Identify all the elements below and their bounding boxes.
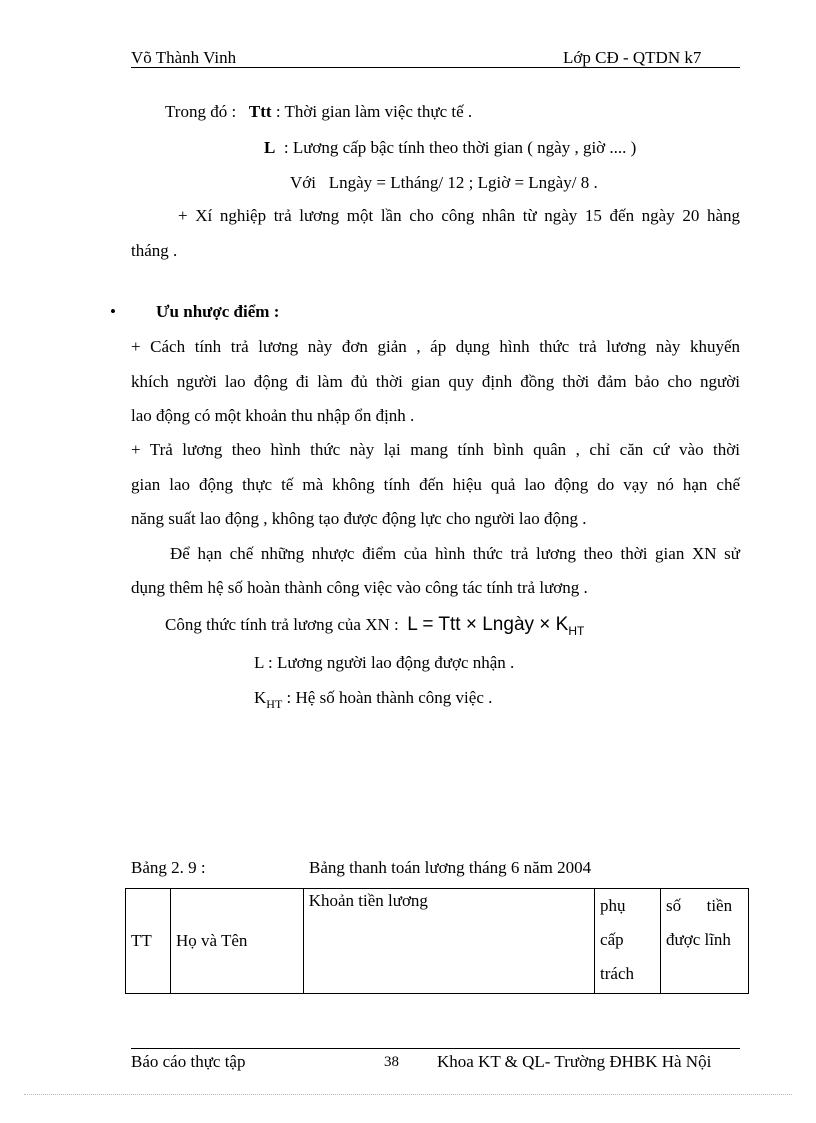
col-name: Họ và Tên <box>170 889 303 994</box>
footer-rule <box>131 1048 740 1049</box>
page-number: 38 <box>384 1054 399 1070</box>
formula-expression: L = Ttt × Lngày × $K_{HT}$ <box>407 614 585 638</box>
formula-def-l: L : Lương người lao động được nhận . <box>254 653 515 672</box>
page-edge-line <box>24 1094 792 1095</box>
definition-with: Với Lngày = Ltháng/ 12 ; Lgiờ = Lngày/ 8 . <box>290 173 598 192</box>
para2-line-2: gian lao động thực tế mà không tính đến hiệu quả lao động do vạy nó hạn chế <box>131 475 740 494</box>
footer-left: Báo cáo thực tập <box>131 1052 246 1071</box>
l-symbol: L <box>264 138 276 157</box>
bullet-dot: • <box>110 302 116 321</box>
header-author: Võ Thành Vinh <box>131 48 237 67</box>
col-tt: TT <box>126 889 171 994</box>
table-label: Bảng 2. 9 : <box>131 858 206 877</box>
para1-line-2: khích người lao động đi làm đủ thời gian quy định đồng thời đảm bảo cho người <box>131 372 740 391</box>
para1-line-1: + Cách tính trả lương này đơn giản , áp dụng hình thức trả lương này khuyến <box>131 337 740 356</box>
ttt-text: : Thời gian làm việc thực tế . <box>275 102 473 121</box>
col-allowance: phụ cấp trách <box>595 889 661 994</box>
l-text: : Lương cấp bậc tính theo thời gian ( ngày , giờ .... ) <box>283 138 637 157</box>
table-header-row <box>126 889 749 994</box>
header-class: Lớp CĐ - QTDN k7 <box>563 48 702 67</box>
para1-line-3: lao động có một khoản thu nhập ổn định . <box>131 406 415 425</box>
table-title: Bảng thanh toán lương tháng 6 năm 2004 <box>309 858 592 877</box>
payment-line-1: + Xí nghiệp trả lương một lần cho công nhân từ ngày 15 đến ngày 20 hàng <box>178 206 740 225</box>
salary-table <box>125 888 749 994</box>
header-rule <box>131 67 740 68</box>
definition-ttt <box>165 102 472 122</box>
ttt-symbol: Ttt <box>248 102 272 121</box>
para2-line-1: + Trả lương theo hình thức này lại mang tính bình quân , chỉ căn cứ vào thời <box>131 440 740 459</box>
para3-line-2: dụng thêm hệ số hoàn thành công việc vào công tác tính trả lương . <box>131 578 588 597</box>
payment-line-2: tháng . <box>131 241 178 260</box>
definition-l <box>264 138 636 158</box>
para2-line-3: năng suất lao động , không tạo được động lực cho người lao động . <box>131 509 587 528</box>
formula-def-k: $K_{HT}$ : Hệ số hoàn thành công việc . <box>254 688 493 711</box>
pros-cons-heading: Ưu nhược điểm : <box>156 302 280 321</box>
col-received: số tiền được lĩnh <box>660 889 748 994</box>
para3-line-1: Để hạn chế những nhược điểm của hình thức trả lương theo thời gian XN sử <box>170 544 740 563</box>
definition-intro: Trong đó : <box>165 102 237 121</box>
formula-label: Công thức tính trả lương của XN : <box>165 615 399 634</box>
col-salary: Khoản tiền lương <box>303 889 594 994</box>
formula-row <box>165 614 584 636</box>
footer-right: Khoa KT & QL- Trường ĐHBK Hà Nội <box>437 1052 712 1071</box>
